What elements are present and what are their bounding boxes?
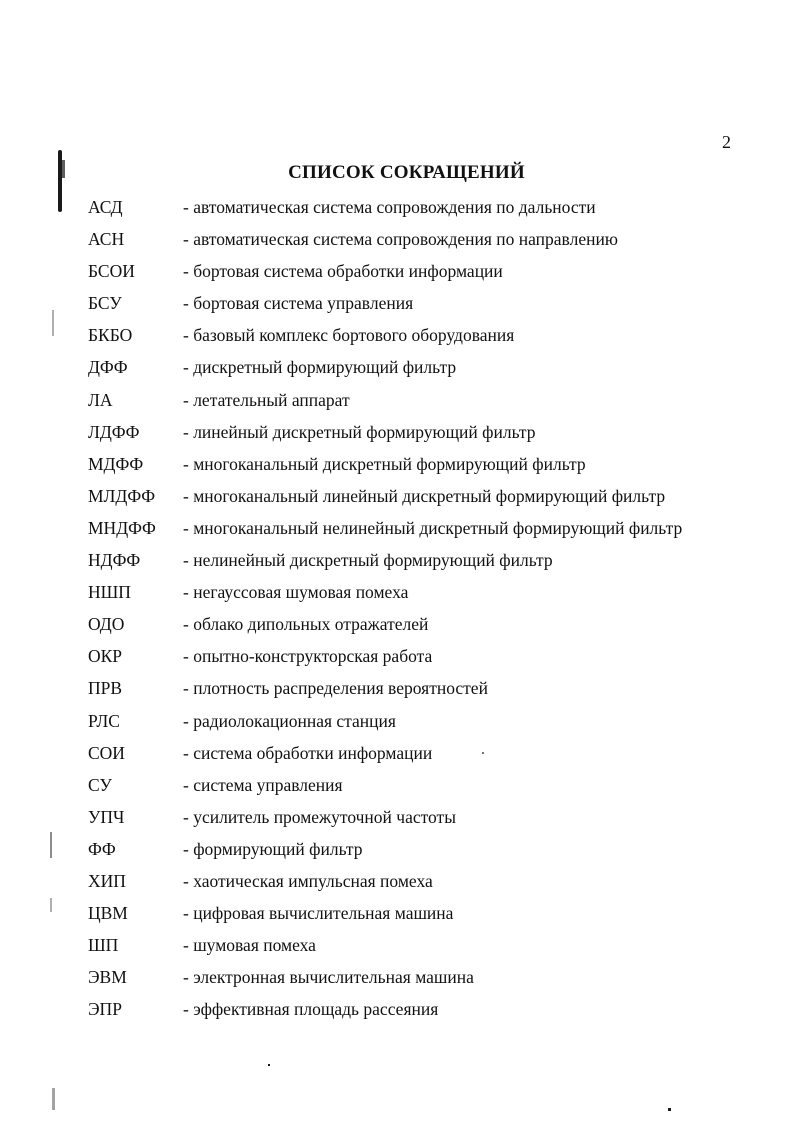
abbreviation-term: ЛА bbox=[88, 389, 113, 410]
abbreviation-definition: - усилитель промежуточной частоты bbox=[183, 804, 456, 830]
abbreviation-term: ХИП bbox=[88, 870, 126, 891]
abbreviation-term: БСОИ bbox=[88, 261, 135, 282]
abbreviation-definition: - хаотическая импульсная помеха bbox=[183, 868, 433, 894]
abbreviation-definition: - бортовая система управления bbox=[183, 290, 413, 316]
abbreviation-term: МЛДФФ bbox=[88, 485, 156, 506]
abbreviation-term: ФФ bbox=[88, 838, 116, 859]
abbreviation-row bbox=[88, 258, 768, 290]
abbreviation-definition: - летательный аппарат bbox=[183, 387, 350, 413]
abbreviation-definition: - автоматическая система сопровождения по направлению bbox=[183, 226, 618, 252]
abbreviation-row bbox=[88, 451, 768, 483]
abbreviation-term: БКБО bbox=[88, 325, 133, 346]
abbreviation-row bbox=[88, 611, 768, 643]
abbreviation-row bbox=[88, 387, 768, 419]
abbreviation-term: СОИ bbox=[88, 742, 125, 763]
abbreviation-definition: - шумовая помеха bbox=[183, 932, 316, 958]
abbreviation-term: ОДО bbox=[88, 614, 125, 635]
abbreviation-row bbox=[88, 740, 768, 772]
abbreviation-definition: - автоматическая система сопровождения по дальности bbox=[183, 194, 596, 220]
abbreviation-term: БСУ bbox=[88, 293, 122, 314]
abbreviation-definition: - система обработки информации bbox=[183, 740, 432, 766]
abbreviation-list bbox=[88, 194, 768, 1028]
abbreviation-definition: - формирующий фильтр bbox=[183, 836, 363, 862]
abbreviation-term: ДФФ bbox=[88, 357, 128, 378]
abbreviation-row bbox=[88, 290, 768, 322]
abbreviation-definition: - многоканальный линейный дискретный формирующий фильтр bbox=[183, 483, 665, 509]
abbreviation-definition: - негауссовая шумовая помеха bbox=[183, 579, 408, 605]
scan-artifact bbox=[668, 1108, 671, 1111]
abbreviation-row bbox=[88, 836, 768, 868]
scan-artifact bbox=[52, 310, 54, 336]
abbreviation-term: ШП bbox=[88, 935, 119, 956]
scan-artifact bbox=[52, 1088, 55, 1110]
abbreviation-definition: - цифровая вычислительная машина bbox=[183, 900, 453, 926]
abbreviation-definition: - радиолокационная станция bbox=[183, 708, 396, 734]
abbreviation-term: МДФФ bbox=[88, 453, 144, 474]
abbreviation-term: АСД bbox=[88, 197, 123, 217]
abbreviation-definition: - дискретный формирующий фильтр bbox=[183, 354, 456, 380]
abbreviation-term: НДФФ bbox=[88, 550, 141, 571]
abbreviation-term: ОКР bbox=[88, 646, 123, 667]
abbreviation-row bbox=[88, 804, 768, 836]
scan-artifact bbox=[50, 832, 52, 858]
page-number: 2 bbox=[722, 132, 731, 152]
abbreviation-term: ПРВ bbox=[88, 678, 123, 699]
abbreviation-row bbox=[88, 675, 768, 707]
abbreviation-row bbox=[88, 900, 768, 932]
scan-artifact bbox=[268, 1064, 270, 1066]
abbreviation-row bbox=[88, 483, 768, 515]
abbreviation-row bbox=[88, 194, 768, 226]
abbreviation-term: АСН bbox=[88, 229, 125, 250]
abbreviation-definition: - бортовая система обработки информации bbox=[183, 258, 503, 284]
abbreviation-row bbox=[88, 932, 768, 964]
abbreviation-definition: - многоканальный дискретный формирующий фильтр bbox=[183, 451, 586, 477]
abbreviation-row bbox=[88, 354, 768, 386]
abbreviation-row bbox=[88, 419, 768, 451]
abbreviation-definition: - нелинейный дискретный формирующий фильтр bbox=[183, 547, 553, 573]
abbreviation-term: ЭВМ bbox=[88, 967, 127, 988]
abbreviation-term: ЭПР bbox=[88, 999, 122, 1020]
abbreviation-definition: - система управления bbox=[183, 772, 343, 798]
abbreviation-row bbox=[88, 772, 768, 804]
abbreviation-row bbox=[88, 226, 768, 258]
abbreviation-definition: - плотность распределения вероятностей bbox=[183, 675, 488, 701]
abbreviation-row bbox=[88, 708, 768, 740]
abbreviation-row bbox=[88, 322, 768, 354]
abbreviation-term: МНДФФ bbox=[88, 517, 156, 538]
abbreviation-term: ЛДФФ bbox=[88, 421, 140, 442]
abbreviation-row bbox=[88, 547, 768, 579]
abbreviation-row bbox=[88, 868, 768, 900]
abbreviation-row bbox=[88, 996, 768, 1028]
abbreviation-definition: - облако дипольных отражателей bbox=[183, 611, 428, 637]
abbreviation-row bbox=[88, 964, 768, 996]
abbreviation-definition: - опытно-конструкторская работа bbox=[183, 643, 432, 669]
page-title: СПИСОК СОКРАЩЕНИЙ bbox=[288, 162, 525, 183]
abbreviation-term: УПЧ bbox=[88, 806, 125, 827]
abbreviation-definition: - электронная вычислительная машина bbox=[183, 964, 474, 990]
abbreviation-term: ЦВМ bbox=[88, 903, 128, 924]
abbreviation-row bbox=[88, 643, 768, 675]
abbreviation-definition: - линейный дискретный формирующий фильтр bbox=[183, 419, 536, 445]
abbreviation-term: НШП bbox=[88, 582, 131, 603]
scan-artifact bbox=[50, 898, 52, 912]
abbreviation-row bbox=[88, 515, 768, 547]
abbreviation-row bbox=[88, 579, 768, 611]
abbreviation-definition: - базовый комплекс бортового оборудования bbox=[183, 322, 514, 348]
abbreviation-definition: - многоканальный нелинейный дискретный формирующий фильтр bbox=[183, 515, 682, 541]
abbreviation-term: СУ bbox=[88, 774, 112, 795]
abbreviation-definition: - эффективная площадь рассеяния bbox=[183, 996, 438, 1022]
abbreviation-term: РЛС bbox=[88, 710, 120, 731]
